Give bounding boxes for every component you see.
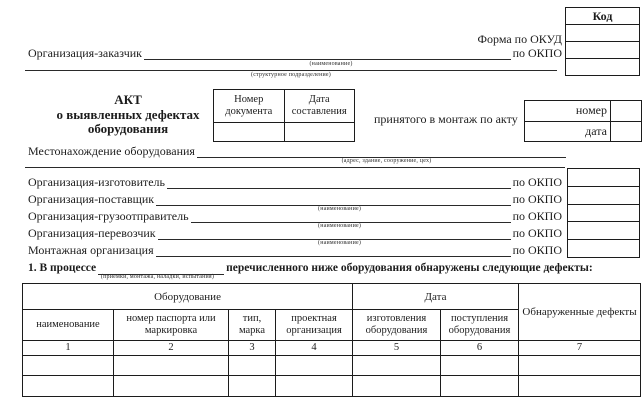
org-carrier-label: Организация-перевозчик <box>28 226 156 240</box>
col-number-5: 5 <box>353 341 441 356</box>
group-date-header: Дата <box>353 284 519 310</box>
title-line-3: оборудования <box>87 121 169 136</box>
org-row-shipper <box>28 208 562 223</box>
col-header-design-org: проектная организация <box>276 310 353 341</box>
defects-column-numbers-row <box>23 341 641 356</box>
division-sublabel: (структурное подразделение) <box>251 72 331 78</box>
org-manufacturer-blank <box>167 175 511 189</box>
location-blank-line <box>197 144 566 158</box>
process-blank-line <box>98 261 224 275</box>
col-header-type: тип, марка <box>229 310 276 341</box>
col-header-passport: номер паспорта или маркировка <box>114 310 229 341</box>
col-number-3: 3 <box>229 341 276 356</box>
okpo-cell-installer <box>568 240 639 257</box>
location-sublabel: (адрес, здание, сооружение, цех) <box>341 158 432 164</box>
customer-name-sublabel: (наименование) <box>309 61 353 67</box>
org-row-manufacturer <box>28 174 562 189</box>
code-box <box>565 7 640 76</box>
process-suffix: перечисленного ниже оборудования обнаружены следующие дефекты: <box>226 262 593 274</box>
okpo-cell-manufacturer <box>568 169 639 187</box>
doc-number-header: Номер документа <box>214 90 285 122</box>
okpo-cell-supplier <box>568 187 639 205</box>
process-blank-sublabel: (приемки, монтажа, наладки, испытания) <box>100 274 215 280</box>
process-sentence <box>28 261 640 275</box>
org-installer-label: Монтажная организация <box>28 243 154 257</box>
group-equipment-header: Оборудование <box>23 284 353 310</box>
code-box-extra-cell <box>566 59 639 75</box>
defects-table <box>22 283 641 397</box>
process-prefix: 1. В процессе <box>28 262 97 274</box>
col-header-made-date: изготовления оборудования <box>353 310 441 341</box>
org-carrier-blank <box>158 226 511 240</box>
doc-date-cell <box>285 123 355 141</box>
org-row-installer <box>28 242 562 257</box>
org-supplier-okpo: по ОКПО <box>512 192 562 206</box>
org-installer-okpo: по ОКПО <box>512 243 562 257</box>
org-shipper-sublabel: (наименование) <box>318 223 362 229</box>
customer-blank-line <box>144 46 511 60</box>
col-number-2: 2 <box>114 341 229 356</box>
title-line-2: о выявленных дефектах <box>56 106 200 122</box>
org-supplier-sublabel: (наименование) <box>318 206 362 212</box>
okpo-codes-box <box>567 168 640 258</box>
act-number-row <box>525 101 641 122</box>
org-supplier-label: Организация-поставщик <box>28 192 155 206</box>
location-row <box>28 144 568 158</box>
defects-group-header-row <box>23 284 641 310</box>
col-header-received-date: поступления оборудования <box>441 310 519 341</box>
customer-label: Организация-заказчик <box>28 46 143 60</box>
defects-empty-row <box>23 376 641 397</box>
okpo-cell-shipper <box>568 205 639 223</box>
customer-okpo-label: по ОКПО <box>512 46 562 60</box>
doc-table-header-row <box>214 90 354 123</box>
org-carrier-sublabel: (наименование) <box>318 240 362 246</box>
col-header-name: наименование <box>23 310 114 341</box>
col-number-6: 6 <box>441 341 519 356</box>
okpo-cell-carrier <box>568 222 639 240</box>
code-box-okud-cell <box>566 25 639 42</box>
title-line-1: АКТ <box>114 92 142 107</box>
document-title <box>38 93 218 137</box>
act-date-cell <box>611 122 641 142</box>
code-box-okpo-cell <box>566 42 639 59</box>
org-shipper-label: Организация-грузоотправитель <box>28 209 189 223</box>
doc-table-value-row <box>214 123 354 141</box>
org-supplier-blank <box>156 192 510 206</box>
col-number-7: 7 <box>519 341 641 356</box>
act-date-label: дата <box>525 122 611 142</box>
org-shipper-blank <box>191 209 511 223</box>
act-date-row <box>525 122 641 142</box>
org-row-carrier <box>28 225 562 240</box>
defects-empty-row <box>23 356 641 376</box>
org-manufacturer-okpo: по ОКПО <box>512 175 562 189</box>
org-shipper-okpo: по ОКПО <box>512 209 562 223</box>
org-installer-blank <box>156 243 511 257</box>
accepted-for-installation-text: принятого в монтаж по акту <box>374 112 518 126</box>
act-number-date-table <box>524 100 642 142</box>
act-number-label: номер <box>525 101 611 121</box>
org-carrier-okpo: по ОКПО <box>512 226 562 240</box>
org-manufacturer-label: Организация-изготовитель <box>28 175 166 189</box>
doc-number-date-table <box>213 89 355 142</box>
doc-number-cell <box>214 123 285 141</box>
division-blank-line <box>25 70 557 71</box>
org-row-supplier <box>28 191 562 206</box>
customer-row <box>28 46 562 60</box>
col-number-4: 4 <box>276 341 353 356</box>
location-label: Местонахождение оборудования <box>28 144 195 158</box>
defects-found-header: Обнаруженные дефекты <box>519 284 641 341</box>
col-number-1: 1 <box>23 341 114 356</box>
location-blank-line-2 <box>25 167 565 168</box>
act-number-cell <box>611 101 641 121</box>
okud-label: Форма по ОКУД <box>477 32 562 46</box>
code-box-header: Код <box>566 8 639 25</box>
doc-date-header: Дата составления <box>291 94 347 117</box>
